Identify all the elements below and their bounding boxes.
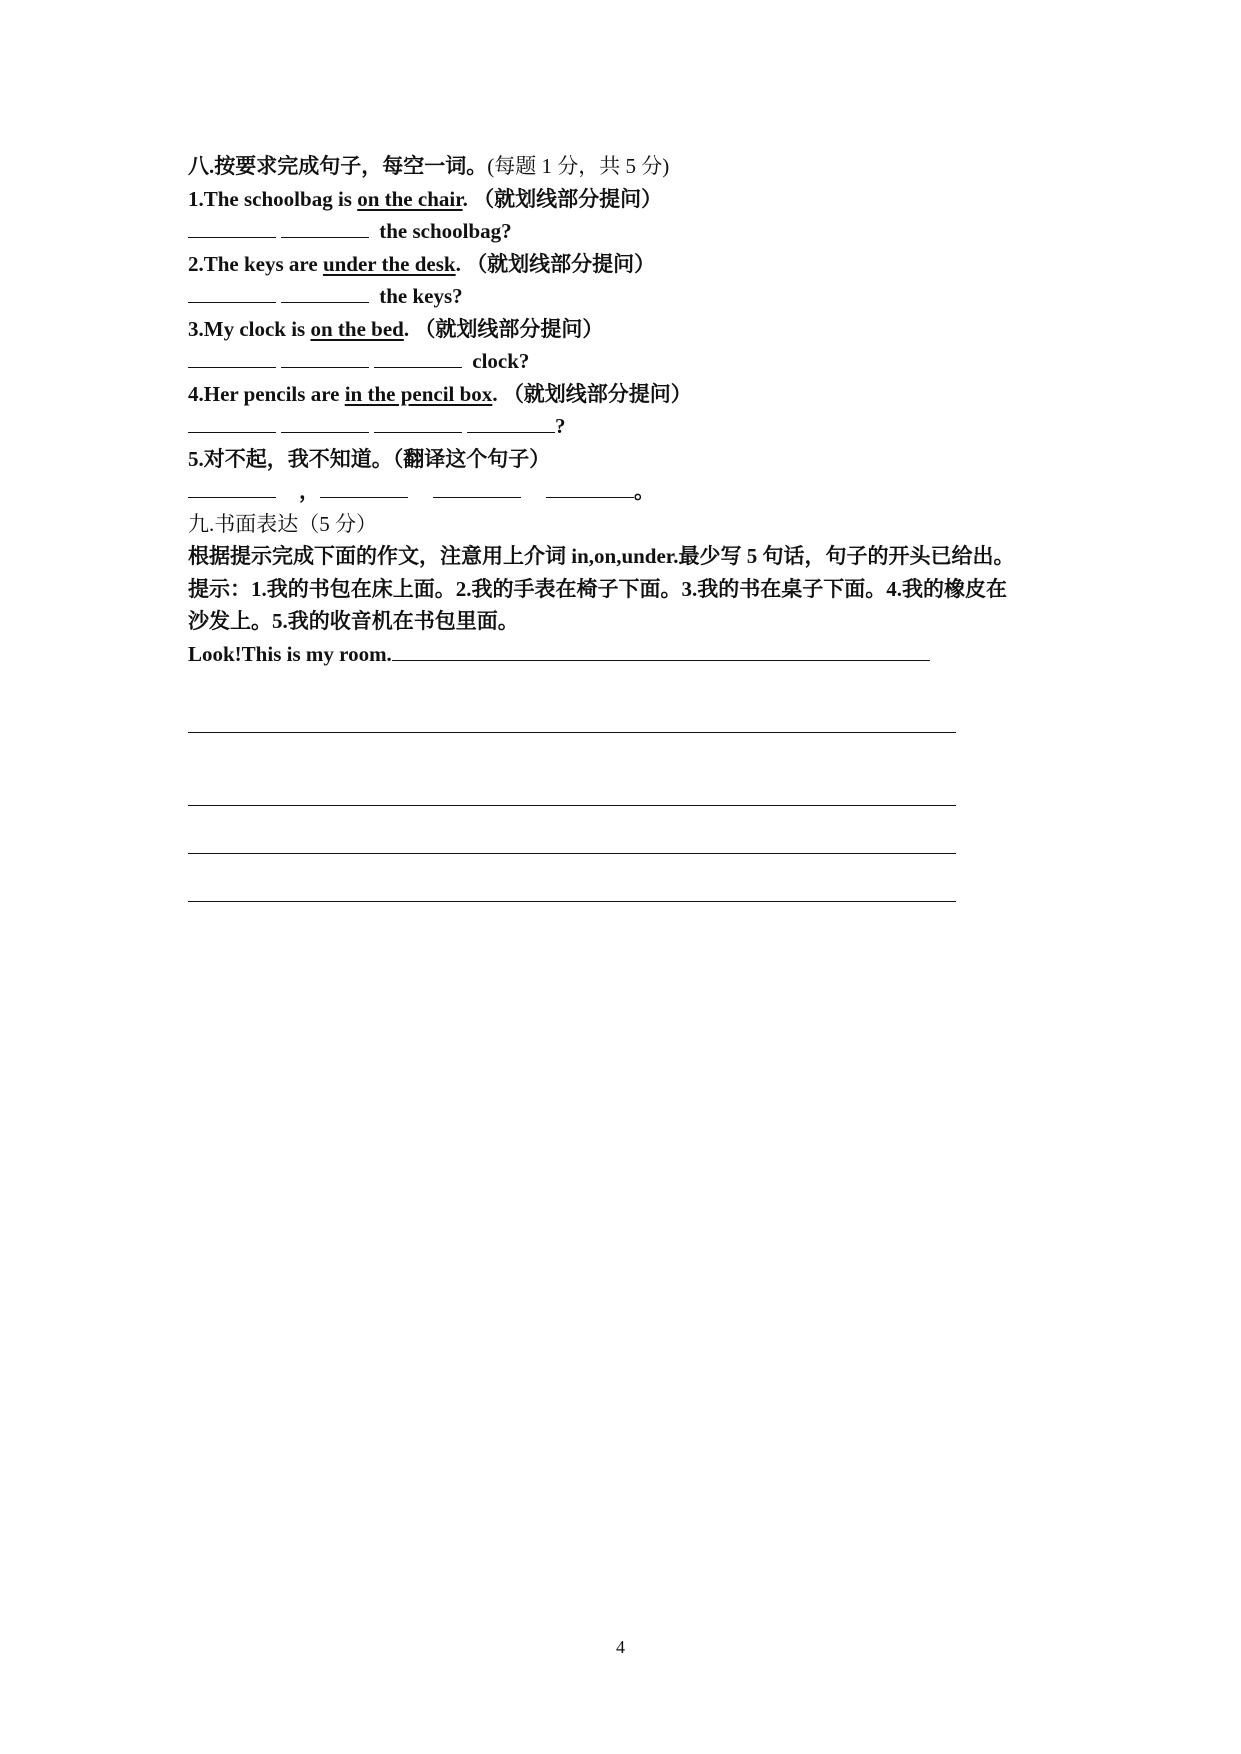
answer-blank[interactable]: [320, 475, 408, 498]
page-number: 4: [616, 1637, 625, 1657]
q3-answer-tail: clock?: [467, 349, 530, 373]
q3-suffix: . （就划线部分提问）: [403, 316, 604, 341]
answer-blank[interactable]: [281, 345, 369, 368]
answer-1: [188, 215, 1068, 248]
answer-blank[interactable]: [433, 475, 521, 498]
answer-blank[interactable]: [281, 410, 369, 433]
composition-first-line[interactable]: [392, 638, 930, 661]
q5-comma: ，: [299, 479, 320, 503]
q2-answer-tail: the keys?: [374, 284, 463, 308]
q4-prefix: 4.Her pencils are: [188, 381, 345, 406]
section8-score: (每题 1 分，共 5 分): [487, 154, 670, 178]
composition-opening: Look!This is my room.: [188, 641, 392, 666]
composition-writing-line[interactable]: [188, 805, 956, 806]
q2-underlined: under the desk: [322, 251, 456, 276]
answer-blank[interactable]: [374, 345, 462, 368]
answer-blank[interactable]: [374, 410, 462, 433]
answer-3: [188, 345, 1068, 378]
section9-instruction: 根据提示完成下面的作文，注意用上介词 in,on,under.最少写 5 句话，句子的开头已给出。: [188, 544, 1015, 568]
section8-title: 八.按要求完成句子，每空一词。: [188, 154, 488, 178]
q1-answer-tail: the schoolbag?: [374, 219, 512, 243]
question-4: [188, 378, 1068, 411]
q2-prefix: 2.The keys are: [188, 251, 323, 276]
answer-blank[interactable]: [188, 345, 276, 368]
question-5: [188, 443, 1068, 476]
page-content: [188, 150, 1068, 670]
composition-writing-line[interactable]: [188, 732, 956, 733]
composition-opening-line: [188, 638, 1068, 671]
section9-hints-line2: 沙发上。5.我的收音机在书包里面。: [188, 609, 519, 633]
q2-suffix: . （就划线部分提问）: [455, 251, 656, 276]
answer-blank[interactable]: [467, 410, 555, 433]
question-1: [188, 183, 1068, 216]
composition-writing-line[interactable]: [188, 853, 956, 854]
composition-writing-line[interactable]: [188, 901, 956, 902]
q3-prefix: 3.My clock is: [188, 316, 311, 341]
q1-suffix: . （就划线部分提问）: [462, 186, 663, 211]
q4-suffix: . （就划线部分提问）: [492, 381, 692, 406]
section9-title: 九.书面表达（5 分）: [188, 511, 377, 536]
answer-blank[interactable]: [188, 280, 276, 303]
section8-heading: [188, 150, 1068, 183]
q3-underlined: on the bed: [310, 316, 404, 341]
question-2: [188, 248, 1068, 281]
answer-blank[interactable]: [188, 215, 276, 238]
answer-4: [188, 410, 1068, 443]
answer-5: [188, 475, 1068, 508]
q4-underlined: in the pencil box: [344, 381, 493, 406]
answer-blank[interactable]: [281, 280, 369, 303]
q5-period: 。: [634, 479, 655, 503]
q1-prefix: 1.The schoolbag is: [188, 186, 358, 211]
answer-blank[interactable]: [281, 215, 369, 238]
q1-underlined: on the chair: [357, 186, 463, 211]
answer-blank[interactable]: [188, 475, 276, 498]
answer-blank[interactable]: [188, 410, 276, 433]
section9-hints-line1: 提示：1.我的书包在床上面。2.我的手表在椅子下面。3.我的书在桌子下面。4.我的橡皮在: [188, 576, 1007, 601]
question-3: [188, 313, 1068, 346]
q5-text: 5.对不起，我不知道。（翻译这个句子）: [188, 446, 551, 471]
answer-blank[interactable]: [546, 475, 634, 498]
answer-2: [188, 280, 1068, 313]
q4-answer-tail: ?: [555, 414, 566, 438]
